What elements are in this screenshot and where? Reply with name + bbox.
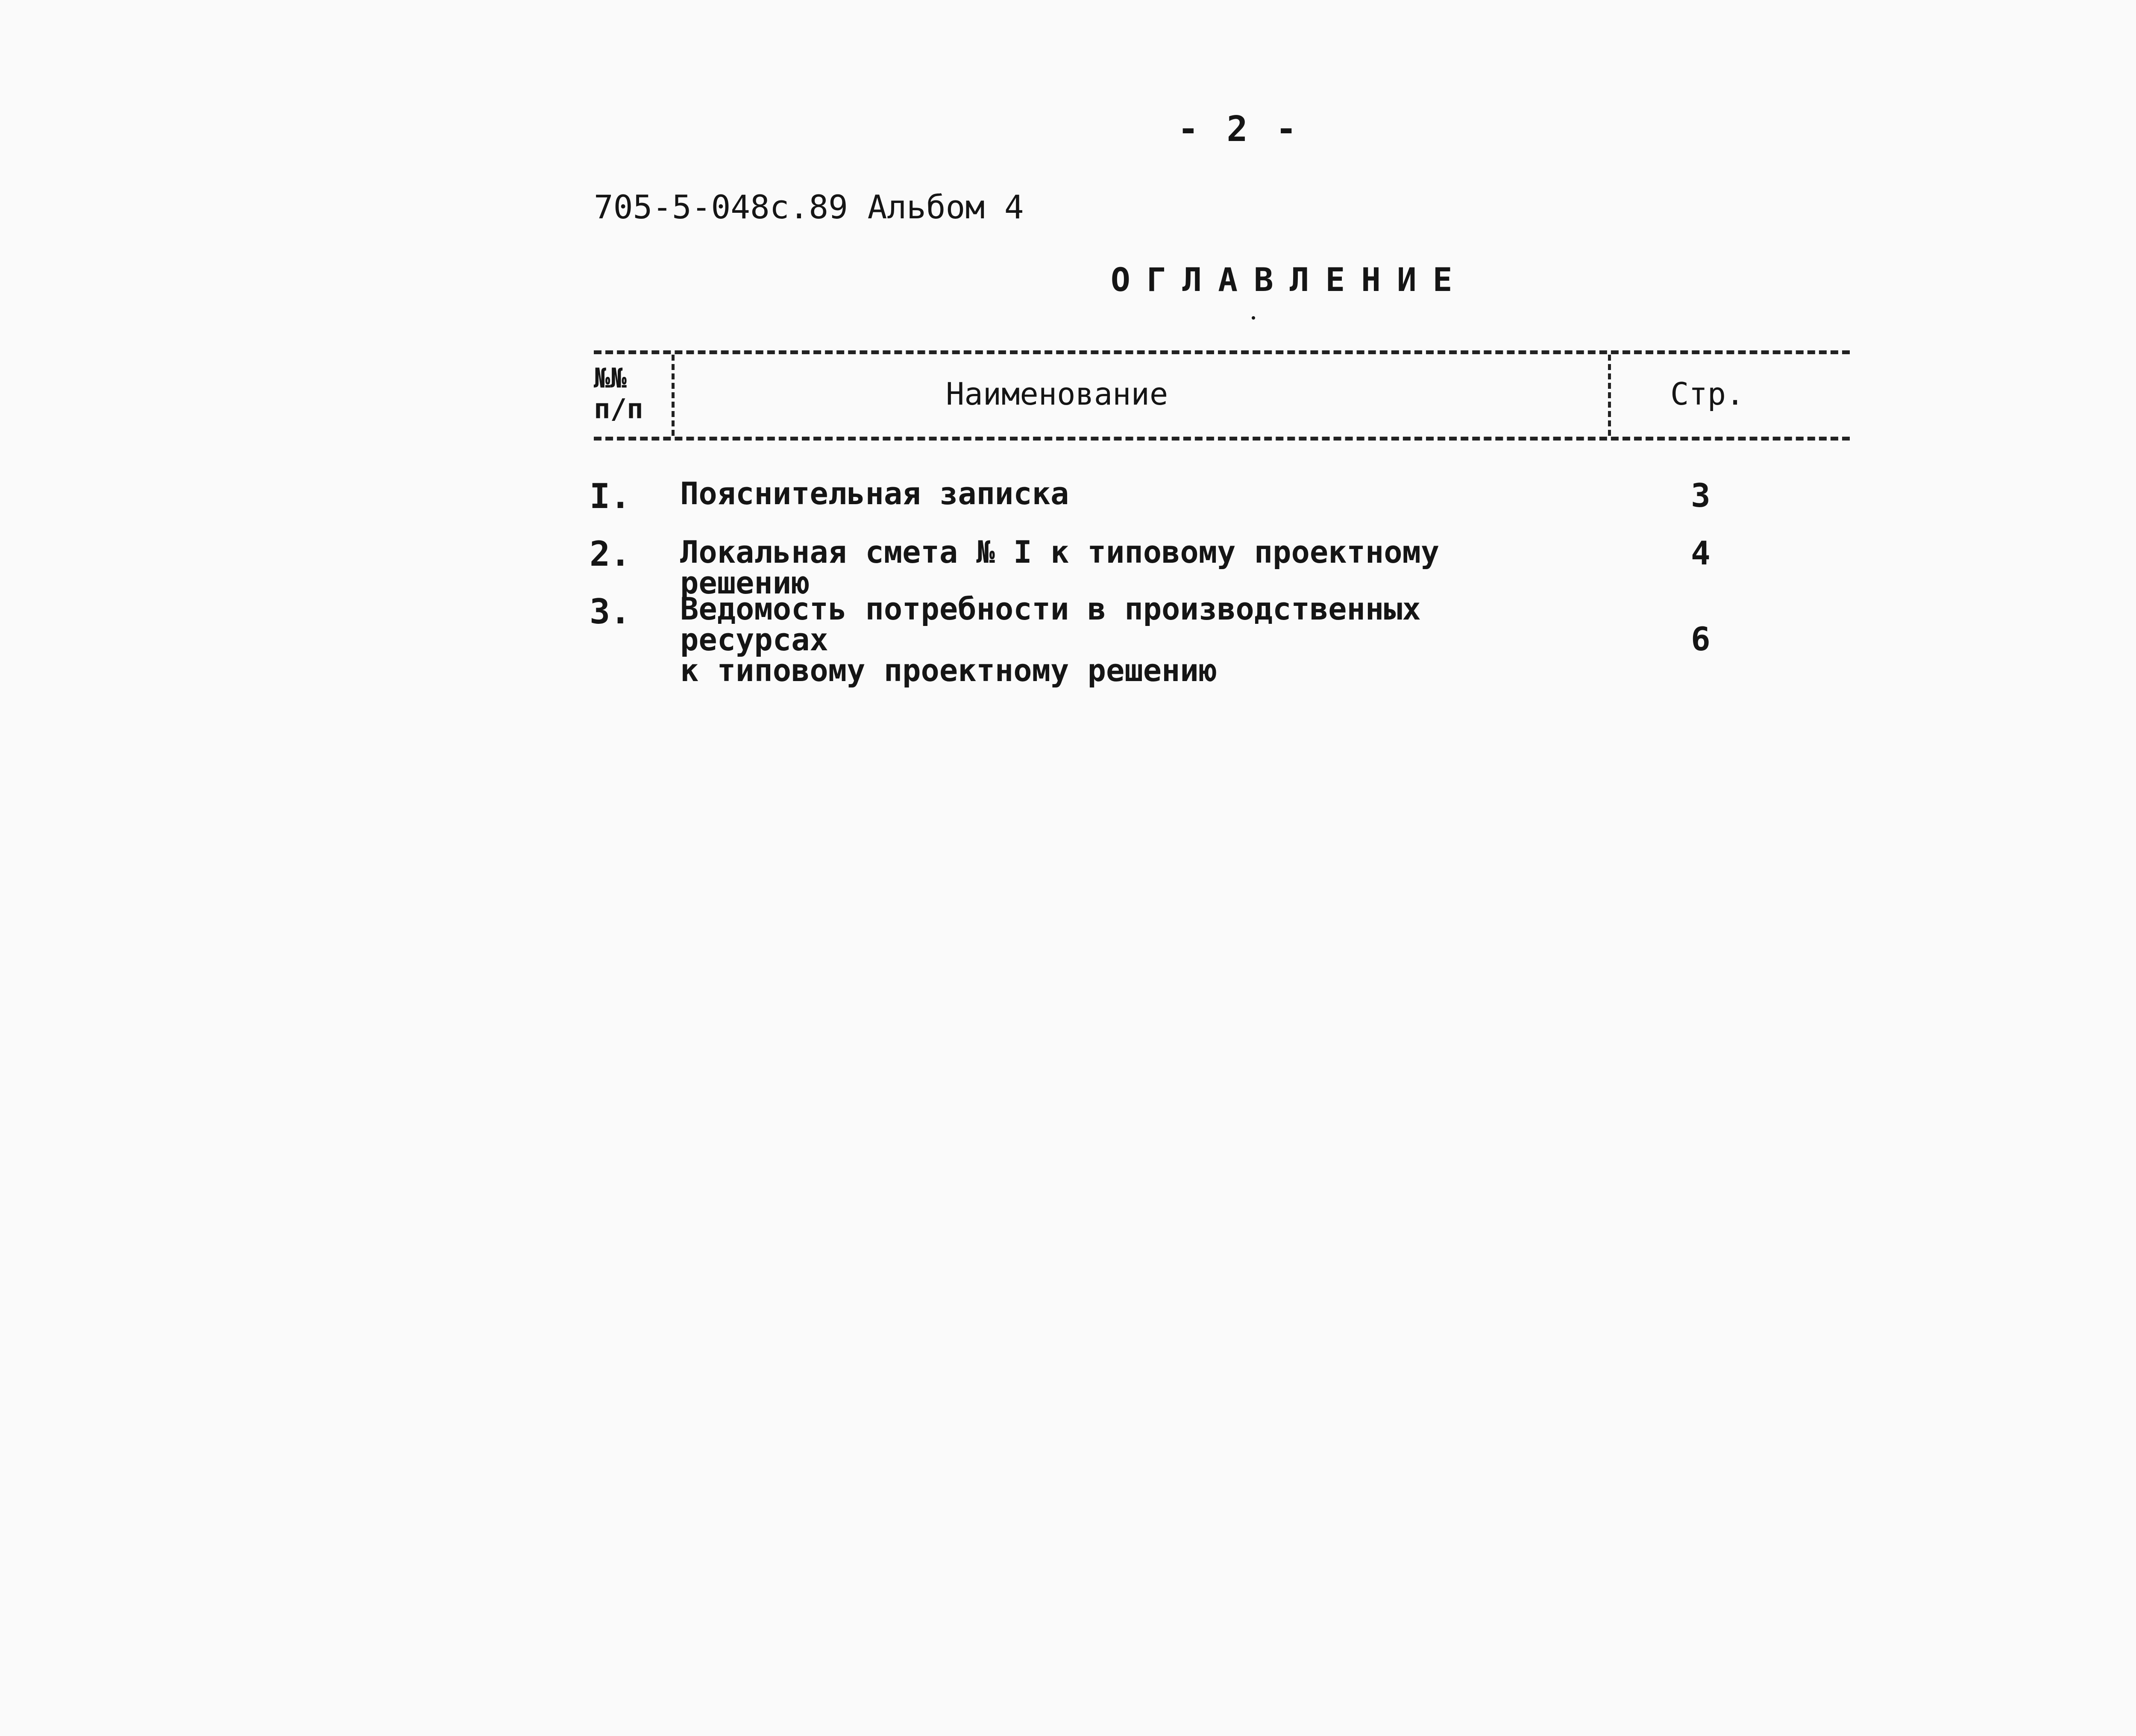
- column-header-number: №№ п/п: [594, 363, 643, 425]
- row-name: Пояснительная записка: [680, 476, 1069, 511]
- row-page: 6: [1691, 620, 1711, 658]
- table-header-rule: [594, 437, 1850, 441]
- decorative-dot: [1252, 316, 1255, 320]
- table-top-rule: [594, 350, 1850, 354]
- row-name: Локальная смета № I к типовому проектному решению: [680, 534, 1440, 601]
- row-number: I.: [590, 476, 631, 516]
- column-separator: [672, 355, 675, 436]
- row-number: 3.: [590, 592, 631, 632]
- column-separator: [1608, 355, 1611, 436]
- column-header-name: Наименование: [946, 376, 1168, 412]
- row-number: 2.: [590, 534, 631, 574]
- toc-title: ОГЛАВЛЕНИЕ: [1111, 261, 1469, 299]
- column-header-page: Стр.: [1670, 376, 1745, 412]
- row-page: 3: [1691, 476, 1711, 514]
- document-code: 705-5-048с.89 Альбом 4: [594, 188, 1024, 226]
- row-page: 4: [1691, 534, 1711, 572]
- row-name: Ведомость потребности в производственных ресурсах к типовому проектному решению: [680, 591, 1421, 688]
- page-number: - 2 -: [1177, 109, 1300, 150]
